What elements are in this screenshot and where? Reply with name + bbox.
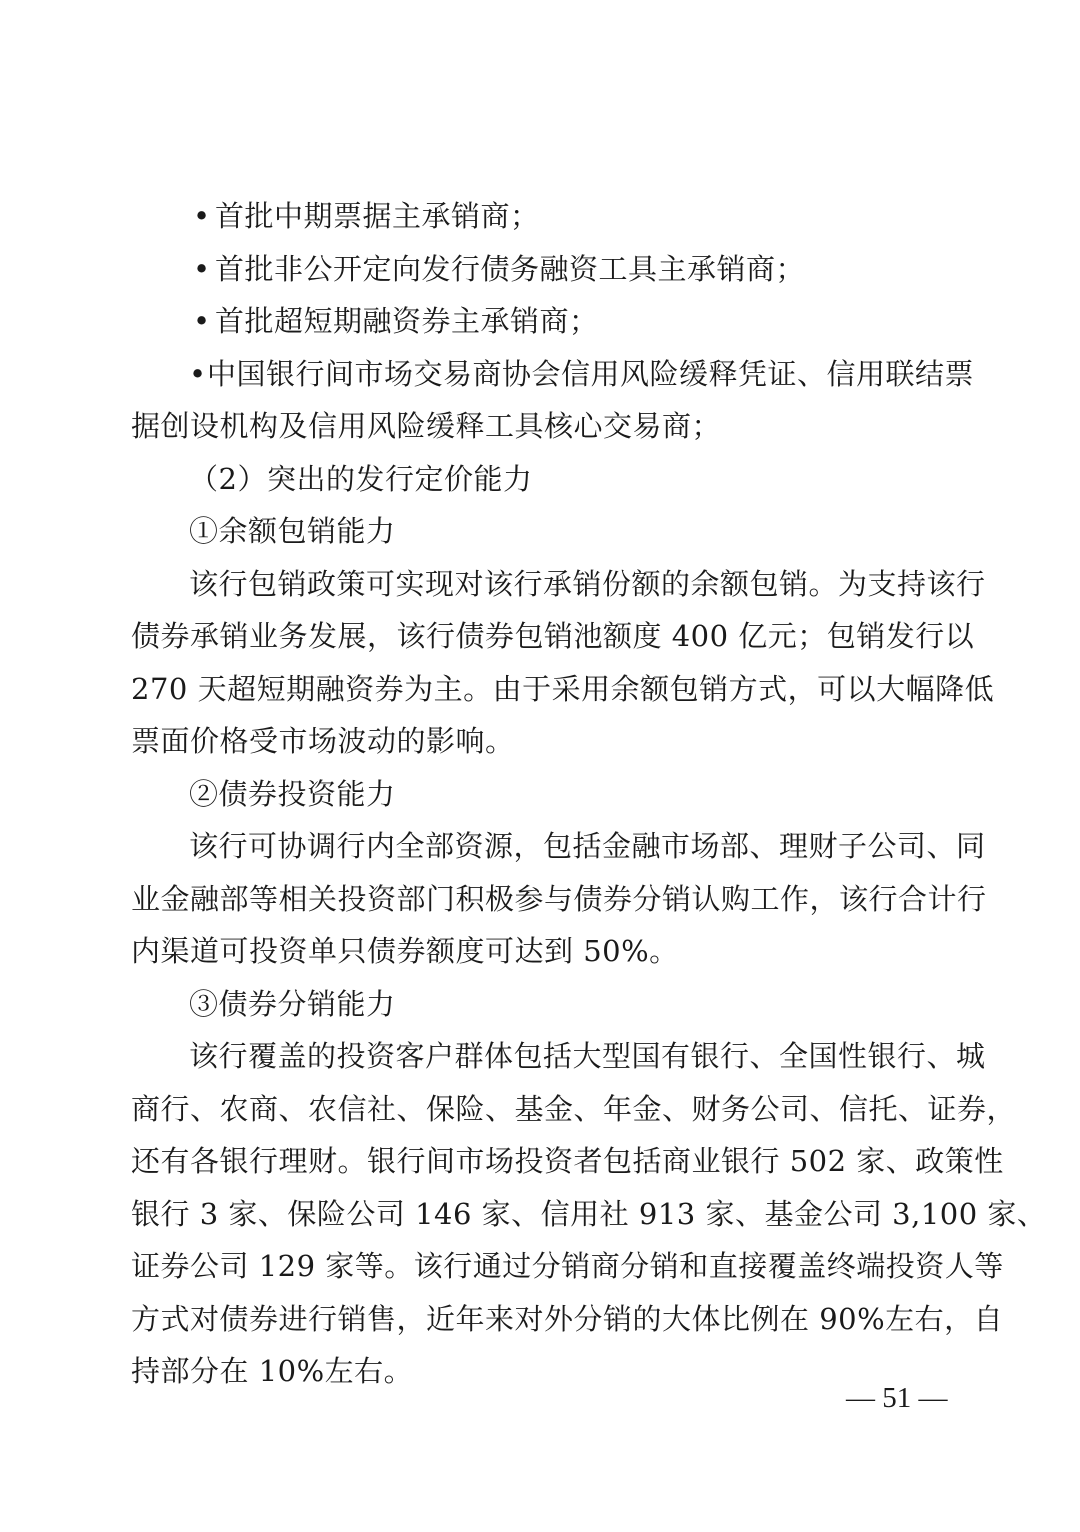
paragraph-line: 业金融部等相关投资部门积极参与债券分销认购工作，该行合计行 <box>131 881 987 916</box>
bullet-item: • 首批中期票据主承销商； <box>131 190 951 243</box>
paragraph-line: 银行 3 家、保险公司 146 家、信用社 913 家、基金公司 3,100 家、 <box>131 1196 1047 1231</box>
subsection-title: ②债券投资能力 <box>189 776 396 811</box>
subsection-title: ①余额包销能力 <box>189 514 396 548</box>
paragraph-line: 商行、农商、农信社、保险、基金、年金、财务公司、信托、证券， <box>131 1091 1017 1126</box>
document-body <box>131 190 1047 1398</box>
paragraph-line: 该行包销政策可实现对该行承销份额的余额包销。为支持该行 <box>189 566 986 601</box>
paragraph-line: 该行覆盖的投资客户群体包括大型国有银行、全国性银行、城 <box>189 1039 986 1073</box>
paragraph-line: 债券承销业务发展，该行债券包销池额度 400 亿元；包销发行以 <box>131 619 975 653</box>
bullet-dot-icon: • <box>193 251 211 286</box>
bullet-item-continuation: 据创设机构及信用风险缓释工具核心交易商； <box>131 409 722 443</box>
bullet-dot-icon: • <box>193 199 211 233</box>
paragraph-line: 票面价格受市场波动的影响。 <box>131 724 515 758</box>
section-heading: （2）突出的发行定价能力 <box>189 461 533 496</box>
bullet-item: •中国银行间市场交易商协会信用风险缓释凭证、信用联结票 <box>131 348 951 401</box>
paragraph-line: 证券公司 129 家等。该行通过分销商分销和直接覆盖终端投资人等 <box>131 1249 1004 1283</box>
bullet-dot-icon: • <box>189 356 207 391</box>
paragraph-line: 还有各银行理财。银行间市场投资者包括商业银行 502 家、政策性 <box>131 1144 1004 1178</box>
subsection-title: ③债券分销能力 <box>189 986 396 1021</box>
paragraph-line: 方式对债券进行销售，近年来对外分销的大体比例在 90%左右，自 <box>131 1301 1004 1336</box>
paragraph-line: 内渠道可投资单只债券额度可达到 50%。 <box>131 934 679 968</box>
bullet-item: • 首批超短期融资券主承销商； <box>131 295 951 348</box>
paragraph-line: 该行可协调行内全部资源，包括金融市场部、理财子公司、同 <box>189 829 986 863</box>
paragraph-line: 持部分在 10%左右。 <box>131 1354 414 1388</box>
bullet-dot-icon: • <box>193 304 211 338</box>
bullet-item: • 首批非公开定向发行债务融资工具主承销商； <box>131 243 951 296</box>
paragraph-line: 270 天超短期融资券为主。由于采用余额包销方式，可以大幅降低 <box>131 671 995 706</box>
page-number: — 51 — <box>846 1382 948 1414</box>
